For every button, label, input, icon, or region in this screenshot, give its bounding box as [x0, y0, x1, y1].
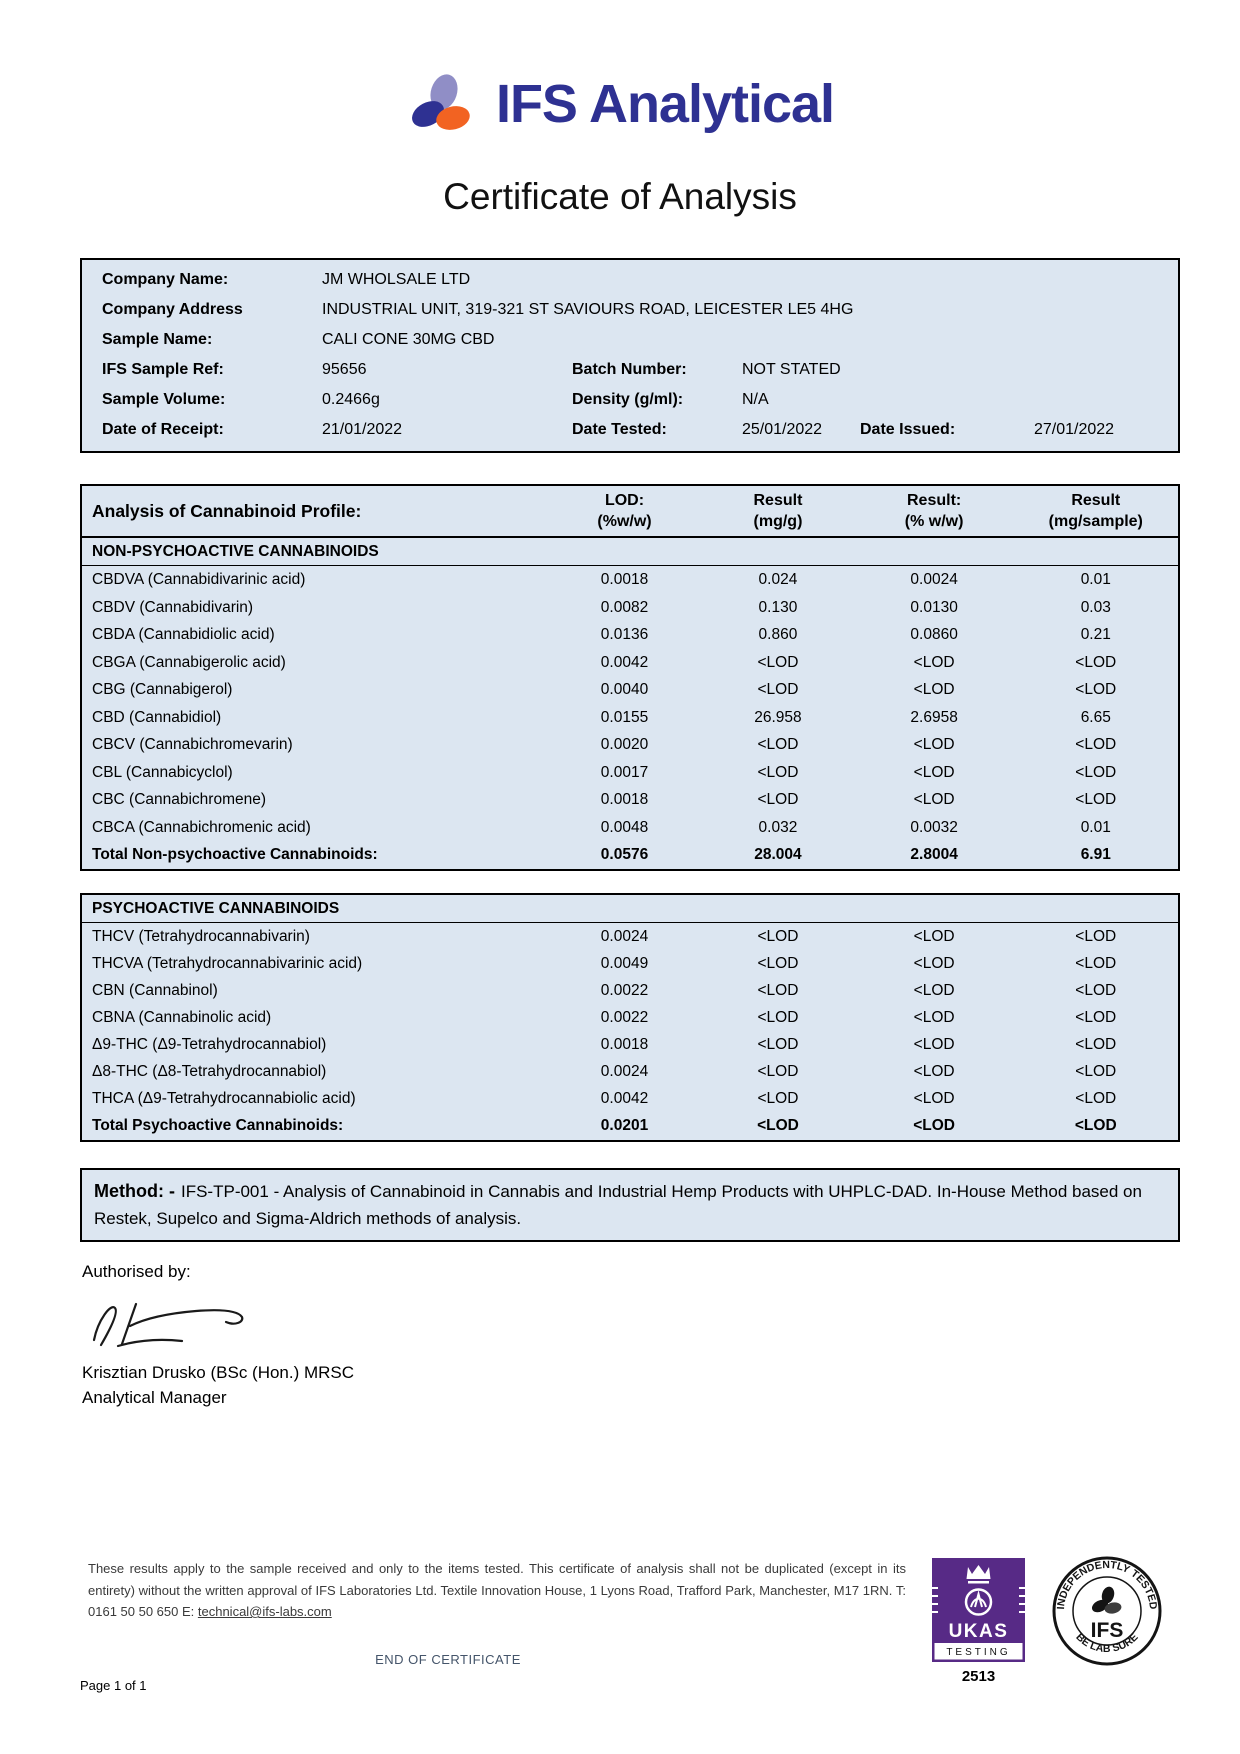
analyte-row — [82, 594, 1178, 622]
analyte-row — [82, 1058, 1178, 1085]
non-psychoactive-rows — [82, 566, 1178, 869]
analyte-value: 0.0048 — [600, 818, 649, 836]
total-row — [82, 1112, 1178, 1140]
analyte-value: 0.024 — [758, 571, 798, 588]
authoriser-block — [82, 1360, 354, 1410]
analyte-value: <LOD — [1075, 1063, 1117, 1080]
analyte-value: 0.0020 — [600, 736, 649, 753]
analyte-value: <LOD — [1075, 1009, 1117, 1026]
analyte-name: CBG (Cannabigerol) — [92, 681, 233, 698]
ifs-logo-icon — [406, 72, 480, 136]
footer-disclaimer — [88, 1558, 906, 1623]
analyte-value: <LOD — [913, 736, 955, 753]
analyte-name: CBDA (Cannabidiolic acid) — [92, 626, 275, 643]
analyte-row — [82, 731, 1178, 759]
sample-volume-label: Sample Volume: — [102, 391, 226, 408]
batch-number-label: Batch Number: — [572, 361, 687, 378]
section-header-psychoactive: PSYCHOACTIVE CANNABINOIDS — [82, 895, 1178, 923]
end-of-certificate-label: END OF CERTIFICATE — [375, 1652, 521, 1667]
analyte-row — [82, 1085, 1178, 1112]
density-value: N/A — [742, 391, 769, 408]
analyte-value: 0.0201 — [600, 1117, 649, 1134]
analyte-value: 0.0042 — [600, 653, 649, 671]
col-header-line: Result: — [907, 492, 962, 509]
col-header-line: (mg/sample) — [1048, 513, 1143, 530]
analyte-value: 0.0860 — [910, 626, 958, 643]
col-header-line: LOD: — [604, 492, 645, 509]
analyte-value: <LOD — [757, 928, 799, 945]
analyte-value: <LOD — [757, 1036, 799, 1053]
disclaimer-text: These results apply to the sample received and only to the items tested. This certificate of analysis shall not be duplicated (except in its entirety) without the written approval of IFS Laboratories Ltd. Textile Innovation House, 1 Lyons Road, Trafford Park, Manchester, M17 1RN. T: 0161 50 50 650 E: — [88, 1561, 906, 1619]
col-header-line: (mg/g) — [753, 513, 803, 530]
col-header-lod — [548, 486, 701, 536]
analyte-row — [82, 759, 1178, 787]
analyte-value: 2.8004 — [910, 846, 958, 863]
ifs-sample-ref-value: 95656 — [322, 361, 367, 378]
date-of-receipt-label: Date of Receipt: — [102, 421, 224, 438]
analyte-name: CBDVA (Cannabidivarinic acid) — [92, 571, 306, 588]
analyte-value: 0.0155 — [600, 708, 649, 726]
info-row-dates — [82, 415, 1178, 445]
company-name-label: Company Name: — [102, 271, 229, 288]
analyte-name: THCV (Tetrahydrocannabivarin) — [92, 928, 310, 945]
analyte-value: 0.0018 — [600, 791, 649, 808]
analyte-value: 0.0022 — [600, 982, 649, 999]
brand-name: IFS Analytical — [495, 74, 835, 134]
date-tested-label: Date Tested: — [572, 421, 667, 438]
col-header-line: Result — [1071, 492, 1121, 509]
analyte-value: <LOD — [757, 791, 799, 808]
sample-name-label: Sample Name: — [102, 331, 213, 348]
analyte-value: <LOD — [913, 928, 955, 945]
date-issued-value: 27/01/2022 — [1034, 421, 1115, 438]
company-address-label: Company Address — [102, 301, 243, 318]
analyte-value: <LOD — [1075, 653, 1117, 671]
analyte-row — [82, 1004, 1178, 1031]
analyte-value: <LOD — [1075, 791, 1117, 808]
analyte-value: <LOD — [1075, 763, 1117, 781]
col-header-result-mgg — [701, 486, 854, 536]
seal-top-text: INDEPENDENTLY TESTED — [1055, 1558, 1160, 1611]
analyte-value: 0.0024 — [600, 1063, 649, 1080]
analyte-value: 0.0024 — [910, 571, 958, 588]
analyte-value: 0.0042 — [600, 1090, 649, 1107]
analyte-value: <LOD — [913, 763, 955, 781]
analyte-name: CBC (Cannabichromene) — [92, 791, 267, 808]
analyte-name: THCVA (Tetrahydrocannabivarinic acid) — [92, 955, 363, 972]
ifs-sample-ref-label: IFS Sample Ref: — [102, 361, 224, 378]
analyte-row — [82, 1031, 1178, 1058]
analyte-name: Total Psychoactive Cannabinoids: — [92, 1117, 344, 1134]
psychoactive-rows — [82, 923, 1178, 1140]
density-label: Density (g/ml): — [572, 391, 684, 408]
analyte-value: <LOD — [757, 1117, 799, 1134]
col-header-line: (%w/w) — [597, 513, 652, 530]
info-row-sample-volume — [82, 385, 1178, 415]
analyte-name: CBN (Cannabinol) — [92, 982, 218, 999]
ukas-testing-logo — [932, 1558, 1025, 1662]
analysis-table-header — [82, 486, 1178, 538]
method-box — [80, 1168, 1180, 1242]
analyte-value: 0.0130 — [910, 598, 958, 616]
analyte-value: 0.0576 — [600, 846, 649, 863]
analyte-value: 0.130 — [758, 598, 798, 616]
sample-info-box — [80, 258, 1180, 453]
analyte-value: <LOD — [1074, 1117, 1117, 1134]
analyte-name: CBCA (Cannabichromenic acid) — [92, 818, 311, 836]
info-row-sample-name — [82, 325, 1178, 355]
analyte-value: 0.0022 — [600, 1009, 649, 1026]
info-row-company-name — [82, 265, 1178, 295]
sample-name-value: CALI CONE 30MG CBD — [322, 331, 495, 348]
analyte-value: <LOD — [757, 1090, 799, 1107]
page-number-label: Page 1 of 1 — [80, 1678, 147, 1693]
analyte-value: <LOD — [757, 982, 799, 999]
analyte-name: THCA (Δ9-Tetrahydrocannabiolic acid) — [92, 1090, 356, 1107]
analyte-row — [82, 621, 1178, 649]
col-header-result-mgsample — [1014, 486, 1178, 536]
analyte-value: 0.0049 — [600, 955, 649, 972]
info-row-sample-ref — [82, 355, 1178, 385]
analyte-name: CBD (Cannabidiol) — [92, 708, 222, 726]
analyte-value: <LOD — [1075, 928, 1117, 945]
non-psychoactive-table — [80, 484, 1180, 871]
analyte-value: <LOD — [757, 736, 799, 753]
analyte-value: 0.21 — [1080, 626, 1111, 643]
analyte-value: <LOD — [913, 1009, 955, 1026]
sample-volume-value: 0.2466g — [322, 391, 380, 408]
analyte-value: 0.0017 — [600, 763, 649, 781]
analyte-row — [82, 786, 1178, 814]
analyte-row — [82, 814, 1178, 842]
analyte-value: 26.958 — [754, 708, 802, 726]
analyte-row — [82, 977, 1178, 1004]
analyte-value: <LOD — [913, 1117, 956, 1134]
brand-header — [0, 72, 1240, 136]
analyte-value: <LOD — [1075, 982, 1117, 999]
analyte-row — [82, 676, 1178, 704]
authoriser-name: Krisztian Drusko (BSc (Hon.) MRSC — [82, 1363, 355, 1382]
total-row — [82, 841, 1178, 869]
analyte-name: CBCV (Cannabichromevarin) — [92, 736, 293, 753]
col-header-line: (% w/w) — [904, 513, 964, 530]
analyte-value: <LOD — [913, 653, 955, 671]
date-tested-value: 25/01/2022 — [742, 421, 823, 438]
analyte-row — [82, 704, 1178, 732]
analyte-value: 6.65 — [1080, 708, 1111, 726]
analyte-value: <LOD — [757, 1063, 799, 1080]
analyte-name: CBNA (Cannabinolic acid) — [92, 1009, 272, 1026]
analyte-name: Δ9-THC (Δ9-Tetrahydrocannabiol) — [92, 1036, 327, 1053]
independently-tested-seal — [1052, 1556, 1162, 1666]
analysis-profile-title: Analysis of Cannabinoid Profile: — [92, 500, 362, 521]
analyte-value: 0.0032 — [910, 818, 958, 836]
analyte-value: 0.0018 — [600, 571, 649, 588]
analyte-value: <LOD — [757, 1009, 799, 1026]
analyte-name: CBDV (Cannabidivarin) — [92, 598, 254, 616]
col-header-line: Result — [753, 492, 803, 509]
analyte-value: <LOD — [757, 955, 799, 972]
analyte-value: 2.6958 — [910, 708, 958, 726]
batch-number-value: NOT STATED — [742, 361, 841, 378]
technical-email-link[interactable]: technical@ifs-labs.com — [197, 1604, 332, 1619]
seal-bottom-text: BE LAB SURE — [1073, 1631, 1141, 1656]
analyte-value: <LOD — [913, 1063, 955, 1080]
analyte-value: <LOD — [913, 681, 955, 698]
analyte-value: <LOD — [913, 791, 955, 808]
analyte-name: Total Non-psychoactive Cannabinoids: — [92, 846, 378, 863]
analyte-value: 0.0082 — [600, 598, 649, 616]
analyte-value: <LOD — [1075, 1090, 1117, 1107]
ukas-accreditation-number: 2513 — [961, 1668, 996, 1685]
analyte-value: 28.004 — [754, 846, 802, 863]
analyte-value: 0.0040 — [600, 681, 649, 698]
analyte-value: <LOD — [913, 1090, 955, 1107]
analyte-value: 6.91 — [1080, 846, 1111, 863]
seal-ifs-text: IFS — [1090, 1619, 1124, 1642]
col-header-result-pww — [855, 486, 1014, 536]
analyte-value: 0.0018 — [600, 1036, 649, 1053]
analyte-name: CBL (Cannabicyclol) — [92, 763, 233, 781]
analyte-value: <LOD — [1075, 1036, 1117, 1053]
analyte-value: <LOD — [757, 681, 799, 698]
method-label: Method: - — [94, 1181, 175, 1201]
analyte-row — [82, 950, 1178, 977]
date-of-receipt-value: 21/01/2022 — [322, 421, 403, 438]
date-issued-label: Date Issued: — [860, 421, 956, 438]
analyte-value: 0.03 — [1080, 598, 1111, 616]
analyte-value: 0.860 — [758, 626, 798, 643]
analyte-value: <LOD — [1075, 955, 1117, 972]
analyte-value: 0.01 — [1080, 571, 1111, 588]
psychoactive-table — [80, 893, 1180, 1142]
analyte-row — [82, 923, 1178, 950]
method-text: IFS-TP-001 - Analysis of Cannabinoid in Cannabis and Industrial Hemp Products with UHPLC-DAD. In-House Method based on Restek, Supelco and Sigma-Aldrich methods of analysis. — [94, 1182, 1142, 1228]
ukas-wordmark: UKAS — [948, 1621, 1009, 1642]
analyte-value: 0.0024 — [600, 928, 649, 945]
authoriser-role: Analytical Manager — [82, 1388, 227, 1407]
analyte-value: <LOD — [913, 955, 955, 972]
company-address-value: INDUSTRIAL UNIT, 319-321 ST SAVIOURS ROAD, LEICESTER LE5 4HG — [322, 301, 854, 318]
authorised-by-label: Authorised by: — [82, 1262, 191, 1281]
analyte-row — [82, 649, 1178, 677]
analyte-value: <LOD — [1075, 681, 1117, 698]
analyte-row — [82, 566, 1178, 594]
document-title: Certificate of Analysis — [443, 176, 797, 217]
analyte-value: 0.032 — [758, 818, 798, 836]
analyte-value: <LOD — [757, 653, 799, 671]
info-row-company-address — [82, 295, 1178, 325]
analyte-value: 0.01 — [1080, 818, 1111, 836]
signature — [84, 1292, 264, 1354]
analyte-value: <LOD — [757, 763, 799, 781]
analyte-value: 0.0136 — [600, 626, 649, 643]
analyte-value: <LOD — [1075, 736, 1117, 753]
analyte-name: CBGA (Cannabigerolic acid) — [92, 653, 286, 671]
section-header-non-psychoactive: NON-PSYCHOACTIVE CANNABINOIDS — [82, 538, 1178, 566]
ukas-testing-label: TESTING — [946, 1647, 1011, 1658]
analyte-value: <LOD — [913, 1036, 955, 1053]
company-name-value: JM WHOLSALE LTD — [322, 271, 471, 288]
analyte-name: Δ8-THC (Δ8-Tetrahydrocannabiol) — [92, 1063, 327, 1080]
analyte-value: <LOD — [913, 982, 955, 999]
